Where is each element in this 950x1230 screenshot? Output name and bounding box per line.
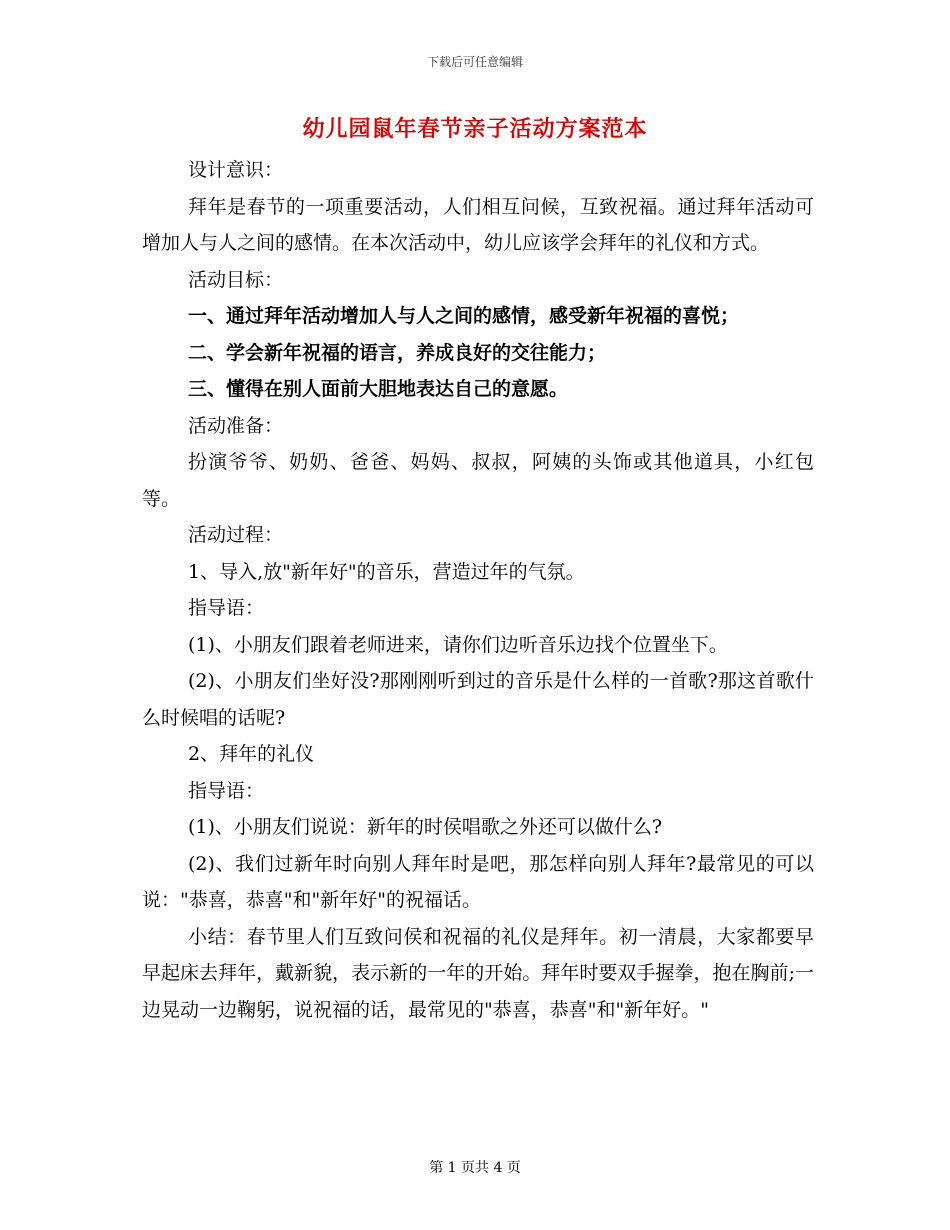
body-paragraph: 活动过程： bbox=[188, 524, 284, 546]
body-paragraph: 2、拜年的礼仪 bbox=[188, 743, 315, 765]
body-paragraph: 指导语： bbox=[188, 597, 265, 619]
body-paragraph: 扮演爷爷、奶奶、爸爸、妈妈、叔叔，阿姨的头饰或其他道具，小红包等。 bbox=[142, 451, 814, 510]
page-header-note: 下载后可任意编辑 bbox=[426, 55, 523, 69]
body-paragraph: 二、学会新年祝福的语言，养成良好的交往能力； bbox=[188, 341, 607, 364]
body-paragraph: 活动目标： bbox=[188, 268, 284, 291]
document-body bbox=[142, 152, 814, 1028]
body-paragraph: 拜年是春节的一项重要活动，人们相互问候，互致祝福。通过拜年活动可增加人与人之间的感情。在本次活动中，幼儿应该学会拜年的礼仪和方式。 bbox=[142, 195, 814, 254]
document-title: 幼儿园鼠年春节亲子活动方案范本 bbox=[302, 116, 648, 142]
page-footer: 第 1 页共 4 页 bbox=[429, 1160, 521, 1176]
body-paragraph: 1、导入,放"新年好"的音乐，营造过年的气氛。 bbox=[188, 560, 585, 583]
body-paragraph: 指导语： bbox=[188, 779, 265, 802]
body-paragraph: 设计意识： bbox=[188, 159, 284, 181]
body-paragraph: 一、通过拜年活动增加人与人之间的感情，感受新年祝福的喜悦； bbox=[188, 305, 740, 327]
body-paragraph: (1)、小朋友们跟着老师进来，请你们边听音乐边找个位置坐下。 bbox=[188, 633, 728, 656]
body-paragraph: (2)、小朋友们坐好没?那刚刚听到过的音乐是什么样的一首歌?那这首歌什么时候唱的话呢? bbox=[142, 670, 814, 729]
body-paragraph: 三、懂得在别人面前大胆地表达自己的意愿。 bbox=[188, 378, 569, 400]
body-paragraph: (2)、我们过新年时向别人拜年时是吧，那怎样向别人拜年?最常见的可以说："恭喜，恭喜"和"新年好"的祝福话。 bbox=[142, 852, 814, 911]
body-paragraph: 活动准备： bbox=[188, 414, 284, 437]
body-paragraph: (1)、小朋友们说说：新年的时侯唱歌之外还可以做什么? bbox=[188, 816, 663, 838]
body-paragraph: 小结：春节里人们互致问侯和祝福的礼仪是拜年。初一清晨，大家都要早早起床去拜年，戴新貌，表示新的一年的开始。拜年时要双手握拳，抱在胸前;一边晃动一边鞠躬，说祝福的话，最常见的"恭喜，恭喜"和"新年好。" bbox=[142, 925, 814, 1021]
